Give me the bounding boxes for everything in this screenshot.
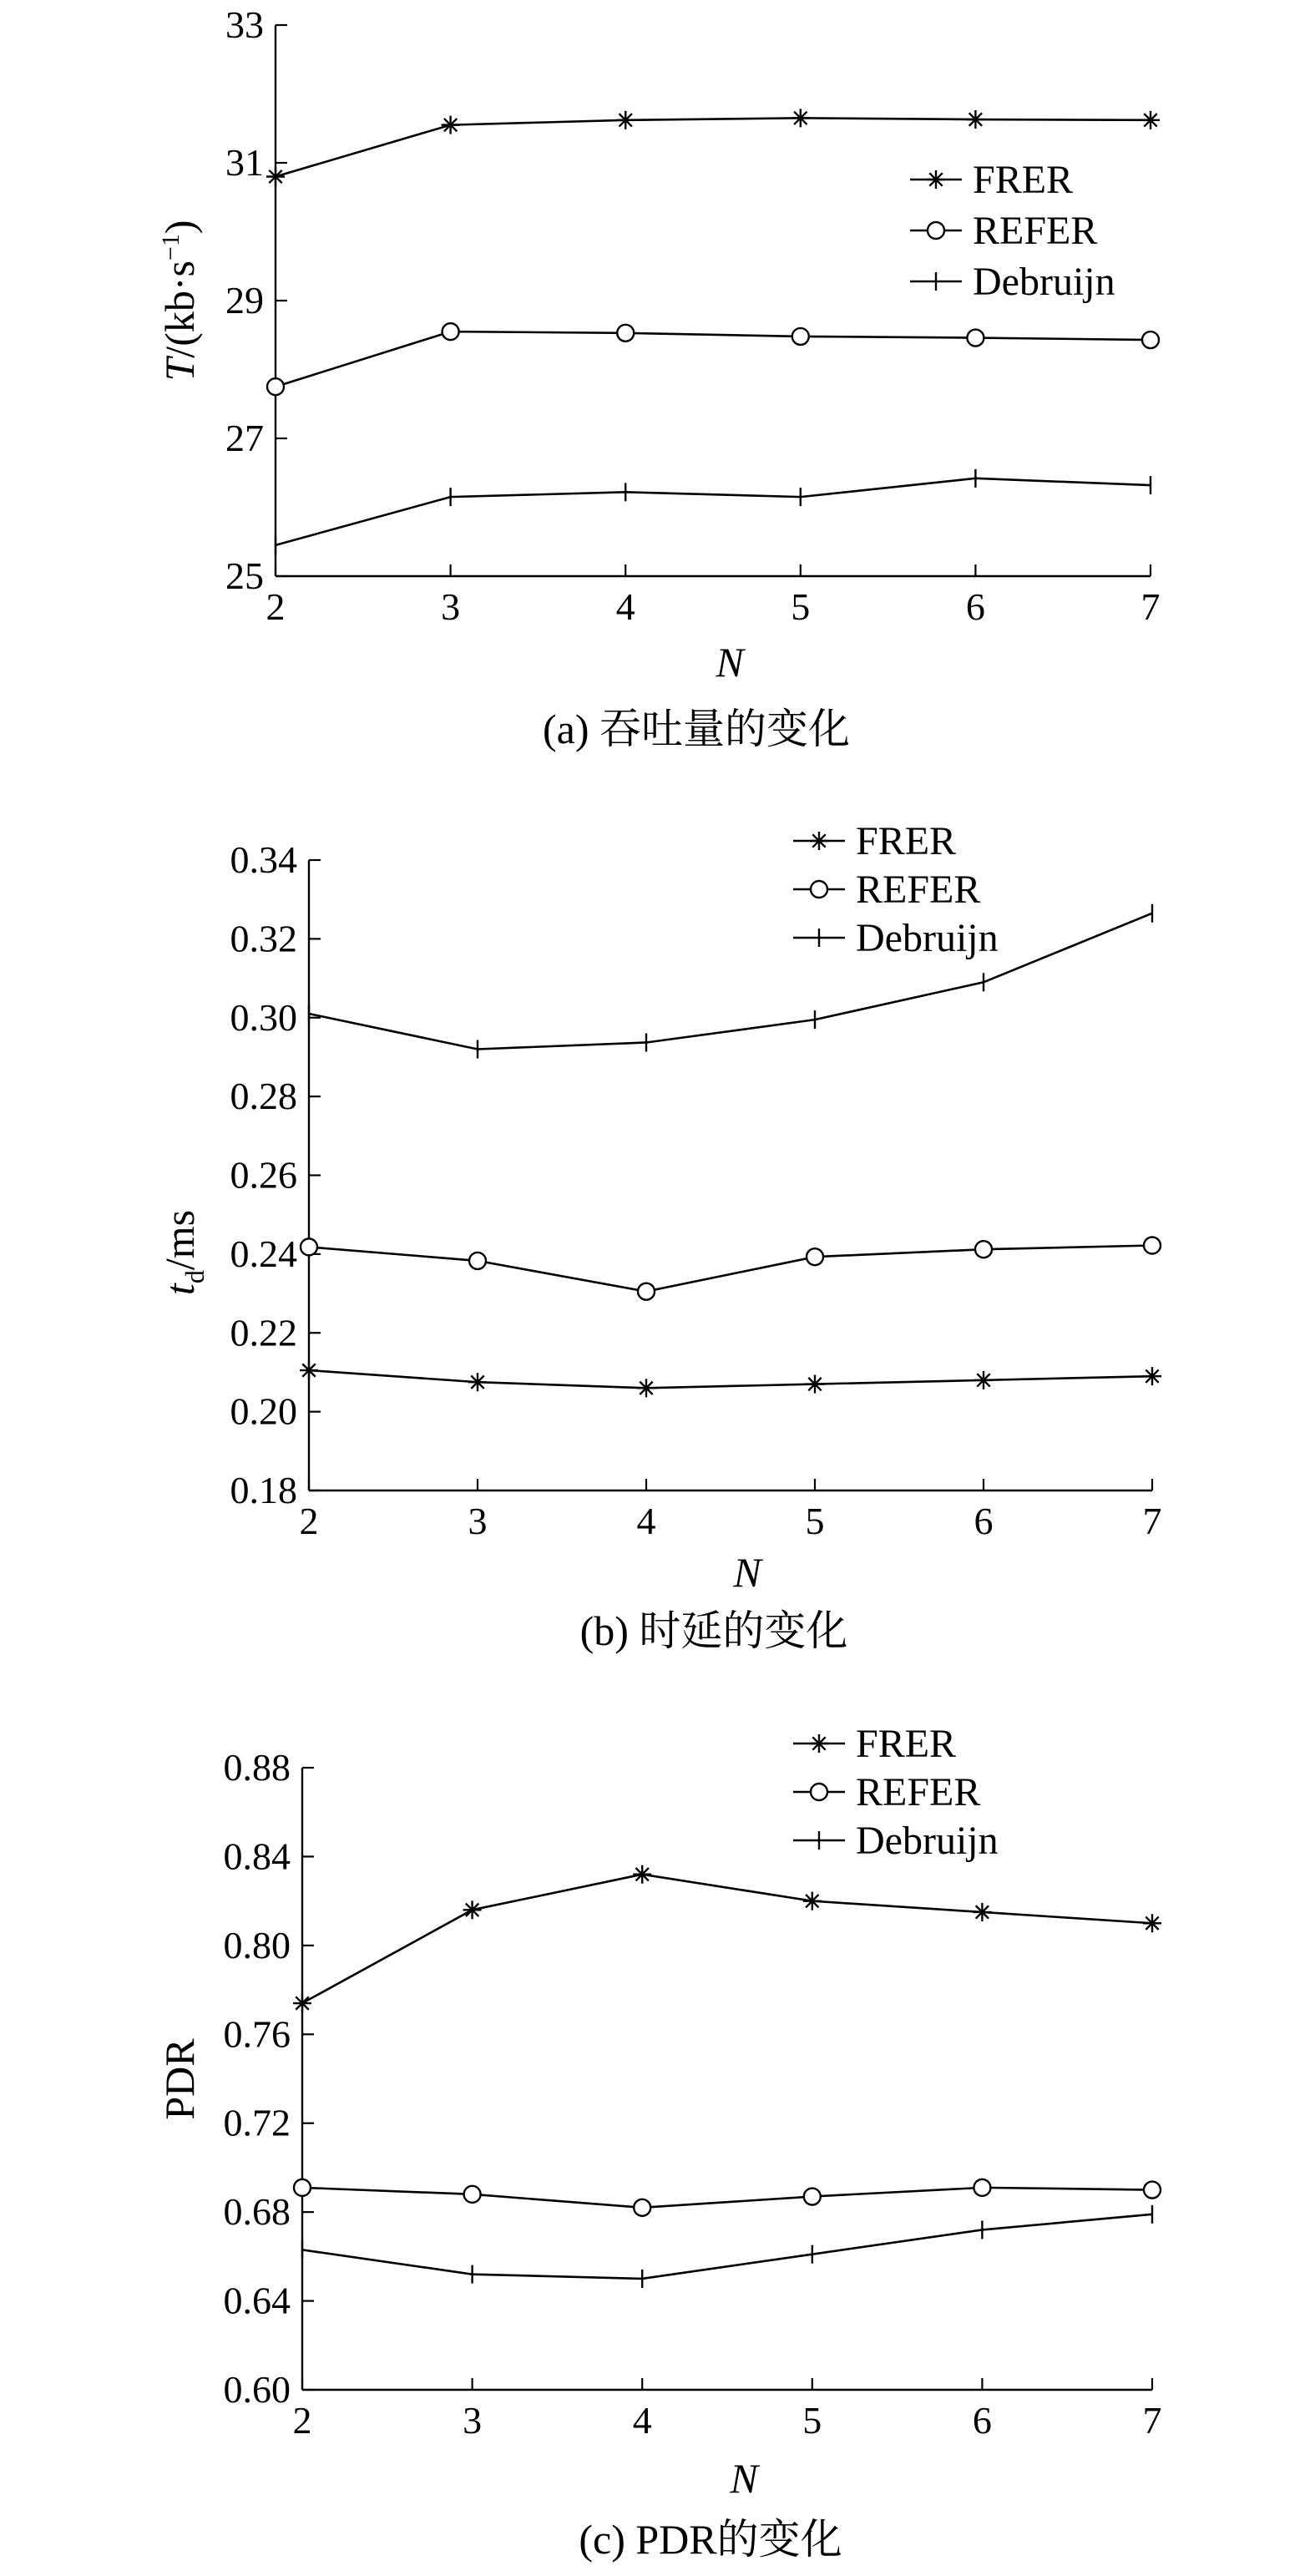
x-tick-label: 7 bbox=[1142, 1500, 1162, 1542]
data-point-frer bbox=[463, 1900, 482, 1919]
x-tick-label: 5 bbox=[791, 585, 811, 628]
chart-panel-2 bbox=[156, 819, 1162, 1654]
legend-item-refer bbox=[793, 1770, 980, 1814]
data-point-refer bbox=[804, 2189, 821, 2205]
legend-label: FRER bbox=[856, 819, 957, 863]
data-point-frer bbox=[792, 109, 810, 127]
y-tick-label: 25 bbox=[225, 554, 264, 597]
series-line-refer bbox=[302, 2188, 1152, 2208]
data-point-frer bbox=[1143, 1914, 1161, 1932]
x-tick-label: 5 bbox=[805, 1500, 825, 1542]
data-point-frer bbox=[616, 111, 635, 129]
x-tick-label: 3 bbox=[463, 2399, 483, 2442]
series-line-debruijn bbox=[302, 2214, 1152, 2279]
y-tick-label: 0.30 bbox=[230, 995, 297, 1039]
legend-item-debruijn bbox=[793, 916, 999, 960]
y-tick-label: 0.84 bbox=[223, 1835, 291, 1878]
data-point-frer bbox=[1141, 111, 1160, 129]
x-tick-label: 3 bbox=[468, 1500, 488, 1542]
chart-panel-3 bbox=[156, 1722, 1162, 2563]
data-point-refer bbox=[1144, 2182, 1161, 2199]
y-tick-label: 0.24 bbox=[230, 1232, 297, 1275]
series-refer bbox=[267, 323, 1159, 395]
data-point-refer bbox=[443, 323, 459, 340]
data-point-frer bbox=[806, 1375, 824, 1394]
y-tick-label: 27 bbox=[225, 417, 264, 459]
x-tick-label: 6 bbox=[972, 2399, 992, 2442]
y-tick-label: 0.88 bbox=[223, 1746, 291, 1789]
y-tick-label: 0.34 bbox=[230, 838, 297, 881]
data-point-frer bbox=[266, 168, 285, 186]
legend-item-frer bbox=[910, 158, 1073, 202]
series-line-refer bbox=[309, 1245, 1152, 1291]
series-debruijn bbox=[302, 2205, 1152, 2288]
y-tick-label: 0.20 bbox=[230, 1389, 297, 1433]
series-debruijn bbox=[276, 469, 1151, 554]
x-tick-label: 6 bbox=[974, 1500, 994, 1542]
y-axis-label: $t_d/ms$ bbox=[156, 1209, 210, 1296]
data-point-frer bbox=[974, 1371, 993, 1389]
y-tick-label: 0.72 bbox=[223, 2101, 291, 2144]
legend-item-frer bbox=[793, 819, 956, 863]
series-line-frer bbox=[302, 1875, 1152, 2003]
series-refer bbox=[301, 1237, 1161, 1299]
data-point-refer bbox=[807, 1248, 823, 1265]
y-tick-label: 0.64 bbox=[223, 2279, 291, 2322]
y-tick-label: 29 bbox=[225, 279, 264, 321]
y-tick-label: 0.22 bbox=[230, 1311, 297, 1354]
data-point-refer bbox=[301, 1238, 317, 1255]
legend-label: FRER bbox=[856, 1722, 957, 1766]
series-frer bbox=[300, 1361, 1161, 1397]
legend-label: FRER bbox=[973, 158, 1074, 202]
chart-panel-1 bbox=[156, 3, 1161, 752]
legend bbox=[793, 819, 999, 960]
legend-marker bbox=[810, 1734, 828, 1753]
legend-marker bbox=[810, 832, 828, 850]
y-tick-label: 0.60 bbox=[223, 2368, 291, 2411]
series-line-refer bbox=[276, 331, 1151, 387]
y-axis-label: PDR bbox=[156, 2038, 203, 2120]
legend-marker bbox=[928, 222, 944, 239]
legend-label: Debruijn bbox=[973, 260, 1115, 304]
y-tick-label: 0.32 bbox=[230, 917, 297, 960]
data-point-frer bbox=[633, 1865, 651, 1884]
y-tick-label: 0.76 bbox=[223, 2012, 291, 2056]
data-point-refer bbox=[617, 325, 634, 342]
series-line-frer bbox=[309, 1370, 1152, 1388]
data-point-frer bbox=[1143, 1367, 1161, 1385]
x-tick-label: 2 bbox=[266, 585, 286, 628]
data-point-frer bbox=[300, 1361, 318, 1379]
data-point-refer bbox=[469, 1253, 486, 1269]
series-line-debruijn bbox=[276, 478, 1151, 545]
legend-label: REFER bbox=[973, 209, 1098, 253]
x-tick-label: 2 bbox=[299, 1500, 319, 1542]
series-frer bbox=[293, 1865, 1161, 2012]
y-tick-label: 33 bbox=[225, 3, 264, 46]
data-point-frer bbox=[966, 110, 984, 129]
y-tick-label: 0.80 bbox=[223, 1923, 291, 1966]
data-point-refer bbox=[967, 330, 984, 347]
x-tick-label: 4 bbox=[615, 585, 635, 628]
data-point-refer bbox=[1142, 331, 1159, 348]
legend-label: Debruijn bbox=[856, 1819, 999, 1863]
y-tick-label: 0.28 bbox=[230, 1075, 297, 1118]
data-point-frer bbox=[442, 116, 460, 134]
legend-item-refer bbox=[910, 209, 1097, 253]
x-tick-label: 4 bbox=[632, 2399, 652, 2442]
legend-item-debruijn bbox=[793, 1819, 999, 1863]
legend-item-frer bbox=[793, 1722, 956, 1766]
chart-caption: (c) PDR的变化 bbox=[579, 2516, 842, 2563]
data-point-refer bbox=[638, 1283, 655, 1300]
x-tick-label: 4 bbox=[636, 1500, 656, 1542]
data-point-refer bbox=[634, 2199, 650, 2216]
data-point-frer bbox=[637, 1379, 655, 1397]
data-point-refer bbox=[975, 1241, 992, 1258]
y-axis-label: $T/(kb\cdot s^{-1})$ bbox=[156, 220, 203, 382]
legend-marker bbox=[927, 170, 945, 189]
data-point-refer bbox=[974, 2179, 990, 2196]
legend-label: REFER bbox=[856, 868, 981, 912]
data-point-refer bbox=[1144, 1237, 1161, 1253]
data-point-frer bbox=[468, 1373, 487, 1391]
legend-item-debruijn bbox=[910, 260, 1115, 304]
chart-caption: (a) 吞吐量的变化 bbox=[543, 706, 850, 752]
series-refer bbox=[294, 2179, 1161, 2216]
data-point-refer bbox=[267, 378, 284, 395]
legend-marker bbox=[811, 1784, 827, 1800]
chart-caption: (b) 时延的变化 bbox=[579, 1607, 848, 1654]
y-tick-label: 31 bbox=[225, 141, 264, 184]
y-tick-label: 0.68 bbox=[223, 2190, 291, 2234]
x-tick-label: 7 bbox=[1142, 2399, 1162, 2442]
x-axis-label: N bbox=[730, 2455, 758, 2502]
data-point-refer bbox=[792, 328, 809, 345]
x-tick-label: 5 bbox=[802, 2399, 822, 2442]
data-point-frer bbox=[973, 1903, 991, 1921]
data-point-refer bbox=[294, 2179, 311, 2196]
data-point-frer bbox=[803, 1892, 822, 1910]
legend-label: REFER bbox=[856, 1770, 981, 1814]
legend bbox=[793, 1722, 999, 1863]
x-tick-label: 3 bbox=[441, 585, 461, 628]
x-axis-label: N bbox=[733, 1549, 761, 1596]
legend bbox=[910, 158, 1115, 304]
data-point-refer bbox=[464, 2186, 481, 2203]
x-tick-label: 2 bbox=[292, 2399, 312, 2442]
x-axis-label: N bbox=[716, 639, 744, 686]
y-tick-label: 0.26 bbox=[230, 1153, 297, 1197]
series-line-debruijn bbox=[309, 913, 1152, 1050]
legend-marker bbox=[811, 881, 827, 898]
data-point-frer bbox=[293, 1994, 311, 2012]
series-debruijn bbox=[309, 904, 1152, 1059]
legend-item-refer bbox=[793, 868, 980, 912]
x-tick-label: 6 bbox=[965, 585, 985, 628]
x-tick-label: 7 bbox=[1141, 585, 1161, 628]
y-tick-label: 0.18 bbox=[230, 1469, 297, 1511]
legend-label: Debruijn bbox=[856, 916, 999, 960]
